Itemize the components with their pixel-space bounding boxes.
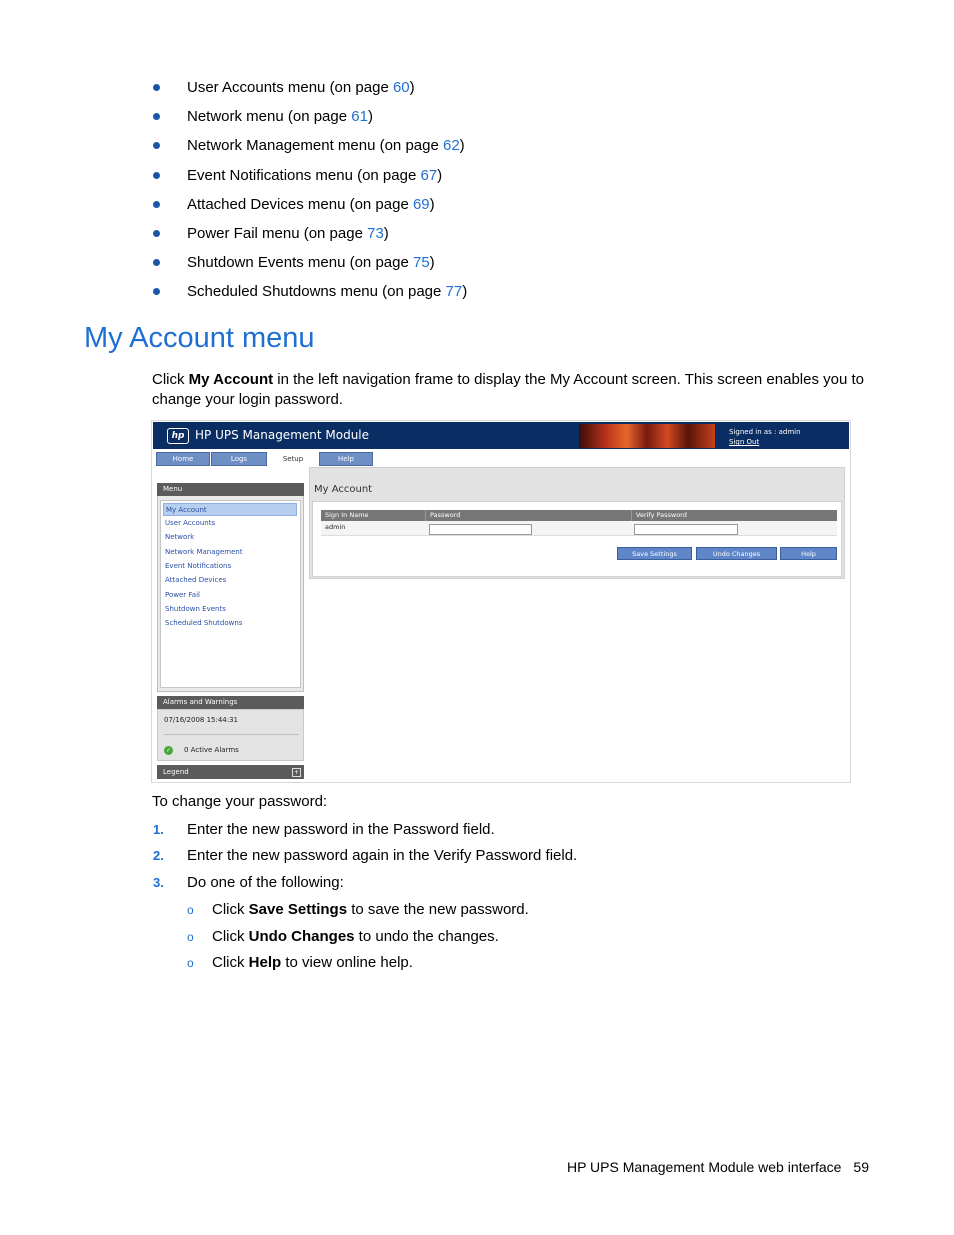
page-link[interactable]: 75	[412, 254, 430, 272]
section-title: My Account menu	[84, 322, 315, 354]
app-title: HP UPS Management Module	[195, 428, 370, 442]
content-title: My Account	[314, 484, 373, 495]
content-panel	[309, 467, 845, 579]
list-item: User Accounts menu (on page 60)	[152, 78, 467, 107]
circle-bullet-icon: o	[187, 956, 194, 970]
page-link[interactable]: 77	[445, 283, 463, 301]
sign-in-name-value: admin	[325, 523, 346, 531]
tab-setup[interactable]: Setup	[268, 452, 318, 466]
intro-paragraph: Click My Account in the left navigation frame to display the My Account screen. This screen enables you to change your login password.	[152, 371, 865, 408]
step-number: 1.	[153, 822, 164, 837]
column-password: Password	[426, 510, 632, 521]
bullet-icon	[153, 259, 160, 266]
page-link[interactable]: 67	[420, 166, 438, 184]
menu-item-user-accounts[interactable]: User Accounts	[165, 519, 216, 527]
step-text: Enter the new password in the Password field.	[187, 821, 495, 838]
footer-text: HP UPS Management Module web interface	[566, 1159, 842, 1175]
menu-item-network-management[interactable]: Network Management	[165, 548, 243, 556]
menu-item-event-notifications[interactable]: Event Notifications	[165, 562, 232, 570]
circle-bullet-icon: o	[187, 903, 194, 917]
menu-list	[160, 500, 301, 688]
cross-reference-list	[152, 78, 467, 312]
my-account-screenshot	[151, 420, 851, 783]
circle-bullet-icon: o	[187, 930, 194, 944]
bullet-icon	[153, 84, 160, 91]
sign-out-link[interactable]: Sign Out	[729, 438, 760, 446]
page-number: 59	[853, 1159, 869, 1175]
signed-in-label: Signed in as : admin	[729, 428, 801, 436]
hp-logo: hp	[167, 428, 189, 444]
verify-password-field[interactable]	[634, 524, 738, 535]
help-button[interactable]: Help	[780, 547, 837, 560]
menu-item-power-fail[interactable]: Power Fail	[165, 591, 200, 599]
step-text: Do one of the following:	[187, 874, 344, 891]
page-link[interactable]: 60	[392, 79, 410, 96]
menu-item-shutdown-events[interactable]: Shutdown Events	[165, 605, 226, 613]
password-field[interactable]	[429, 524, 532, 535]
menu-item-scheduled-shutdowns[interactable]: Scheduled Shutdowns	[165, 619, 243, 627]
page-footer	[567, 1157, 869, 1177]
app-header	[153, 422, 849, 449]
page-link[interactable]: 69	[412, 195, 430, 213]
alarm-timestamp: 07/16/2008 15:44:31	[164, 716, 239, 724]
bullet-icon	[153, 113, 160, 120]
alarm-status: 0 Active Alarms	[184, 746, 239, 754]
table-row	[321, 521, 837, 536]
bullet-icon	[153, 230, 160, 237]
menu-item-my-account[interactable]: My Account	[163, 503, 297, 516]
expand-icon[interactable]: +	[293, 769, 300, 776]
page-link[interactable]: 62	[442, 137, 460, 155]
bullet-icon	[153, 172, 160, 179]
undo-changes-button[interactable]: Undo Changes	[696, 547, 777, 560]
tab-logs[interactable]: Logs	[211, 452, 267, 466]
bullet-icon	[153, 201, 160, 208]
table-header	[321, 510, 837, 521]
list-item: Attached Devices menu (on page 69)	[152, 195, 467, 224]
list-item: Network Management menu (on page 62)	[152, 136, 467, 165]
menu-header: Menu	[157, 483, 304, 496]
column-sign-in-name: Sign In Name	[321, 510, 426, 521]
step-number: 3.	[153, 875, 164, 890]
divider	[164, 734, 299, 735]
page-link[interactable]: 61	[351, 108, 368, 126]
menu-item-attached-devices[interactable]: Attached Devices	[165, 576, 227, 584]
intro-bold: My Account	[188, 371, 274, 388]
tab-help[interactable]: Help	[319, 452, 373, 466]
procedure-intro: To change your password:	[152, 793, 328, 810]
sub-step-text: Click Save Settings to save the new password.	[212, 901, 529, 918]
header-banner-image	[579, 424, 715, 448]
tab-home[interactable]: Home	[156, 452, 210, 466]
sub-step-text: Click Help to view online help.	[212, 954, 413, 971]
list-item: Event Notifications menu (on page 67)	[152, 166, 467, 195]
bullet-icon	[153, 142, 160, 149]
column-verify-password: Verify Password	[636, 511, 687, 519]
sub-step-text: Click Undo Changes to undo the changes.	[212, 928, 499, 945]
menu-item-network[interactable]: Network	[165, 533, 195, 541]
tab-bar	[153, 449, 849, 467]
list-item: Shutdown Events menu (on page 75)	[152, 253, 467, 282]
bullet-icon	[153, 288, 160, 295]
page-link[interactable]: 73	[367, 224, 384, 242]
list-item: Power Fail menu (on page 73)	[152, 224, 467, 253]
signed-in-info	[729, 427, 801, 447]
save-settings-button[interactable]: Save Settings	[617, 547, 692, 560]
alarms-panel	[157, 709, 304, 761]
legend-header[interactable]: Legend +	[157, 765, 304, 779]
step-text: Enter the new password again in the Verify Password field.	[187, 847, 578, 864]
check-circle-icon: ✓	[165, 747, 172, 754]
alarms-header: Alarms and Warnings	[157, 696, 304, 709]
list-item: Network menu (on page 61)	[152, 107, 467, 136]
list-item: Scheduled Shutdowns menu (on page 77)	[152, 282, 467, 311]
step-number: 2.	[153, 848, 164, 863]
account-form	[312, 501, 842, 577]
